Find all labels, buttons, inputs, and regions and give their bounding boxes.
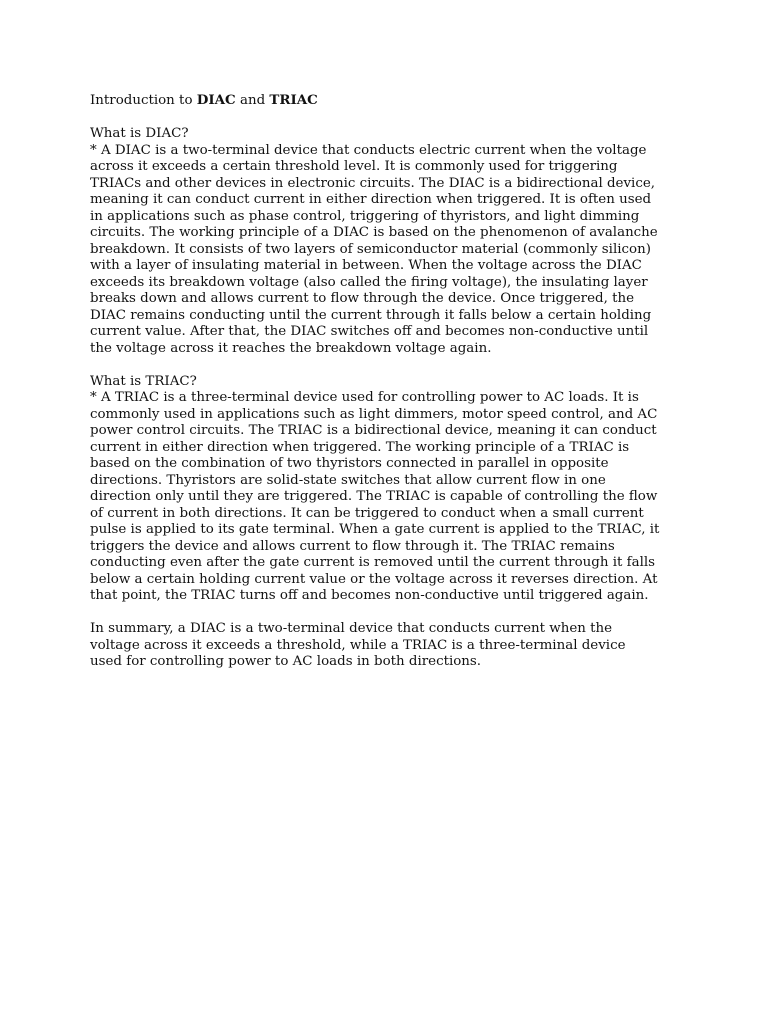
text-line: conducting even after the gate current is removed until the current through it falls: [90, 555, 656, 570]
summary-body: [90, 621, 690, 671]
title-term-diac: DIAC: [196, 92, 236, 108]
text-line: that point, the TRIAC turns off and becomes non-conductive until triggered again.: [90, 588, 649, 603]
text-line: power control circuits. The TRIAC is a bidirectional device, meaning it can conduct: [90, 423, 657, 438]
section-heading: What is TRIAC?: [90, 373, 197, 389]
text-line: circuits. The working principle of a DIAC is based on the phenomenon of avalanche: [90, 225, 658, 240]
summary-paragraph: [90, 621, 690, 671]
text-line: voltage across it exceeds a threshold, while a TRIAC is a three-terminal device: [90, 637, 626, 653]
text-line: meaning it can conduct current in either direction when triggered. It is often used: [90, 192, 652, 207]
text-line: breaks down and allows current to flow through the device. Once triggered, the: [90, 291, 635, 306]
text-line: directions. Thyristors are solid-state switches that allow current flow in one: [90, 472, 606, 488]
text-line: * A DIAC is a two-terminal device that conducts electric current when the voltage: [90, 142, 647, 158]
paragraph-spacer: [90, 110, 690, 127]
text-line: of current in both directions. It can be triggered to conduct when a small current: [90, 505, 644, 521]
title-prefix: Introduction to: [90, 93, 197, 108]
text-line: TRIACs and other devices in electronic circuits. The DIAC is a bidirectional device,: [90, 175, 656, 191]
text-line: pulse is applied to its gate terminal. When a gate current is applied to the TRIAC, it: [90, 522, 660, 537]
text-line: across it exceeds a certain threshold level. It is commonly used for triggering: [90, 159, 618, 174]
text-line: with a layer of insulating material in between. When the voltage across the DIAC: [90, 258, 642, 273]
section-body: [90, 143, 690, 358]
paragraph-spacer: [90, 357, 690, 374]
section-diac: [90, 126, 690, 357]
text-line: current in either direction when triggered. The working principle of a TRIAC is: [90, 439, 630, 455]
paragraph-spacer: [90, 605, 690, 622]
section-heading: What is DIAC?: [90, 126, 189, 141]
document-title: [90, 92, 690, 110]
text-line: based on the combination of two thyristors connected in parallel in opposite: [90, 456, 609, 471]
text-line: below a certain holding current value or the voltage across it reverses direction. At: [90, 571, 658, 587]
text-line: in applications such as phase control, triggering of thyristors, and light dimming: [90, 208, 640, 224]
section-triac: [90, 374, 690, 605]
text-line: used for controlling power to AC loads in both directions.: [90, 654, 482, 669]
text-line: triggers the device and allows current to flow through it. The TRIAC remains: [90, 538, 615, 554]
text-line: breakdown. It consists of two layers of semiconductor material (commonly silicon): [90, 241, 651, 257]
text-line: commonly used in applications such as light dimmers, motor speed control, and AC: [90, 406, 658, 422]
text-line: exceeds its breakdown voltage (also called the firing voltage), the insulating layer: [90, 274, 648, 290]
text-line: direction only until they are triggered. The TRIAC is capable of controlling the flow: [90, 489, 658, 504]
title-joiner: and: [235, 93, 270, 108]
text-line: * A TRIAC is a three-terminal device used for controlling power to AC loads. It is: [90, 390, 639, 405]
document-body: [90, 92, 690, 671]
title-term-triac: TRIAC: [269, 92, 318, 108]
text-line: In summary, a DIAC is a two-terminal device that conducts current when the: [90, 621, 613, 636]
section-body: [90, 390, 690, 605]
text-line: DIAC remains conducting until the current through it falls below a certain holding: [90, 307, 652, 323]
text-line: the voltage across it reaches the breakdown voltage again.: [90, 340, 492, 356]
text-line: current value. After that, the DIAC switches off and becomes non-conductive until: [90, 324, 649, 339]
